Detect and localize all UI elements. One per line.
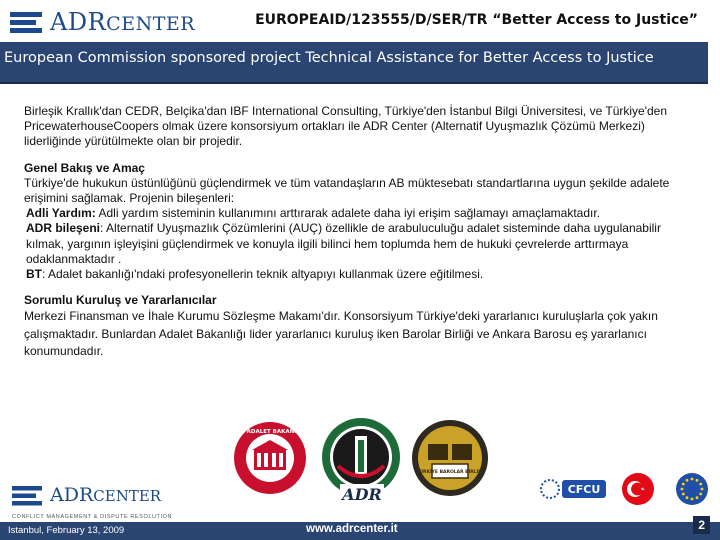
component-item <box>24 206 696 221</box>
component-label: ADR bileşeni <box>26 221 101 236</box>
project-reference: EUROPEAID/123555/D/SER/TR “Better Access to Justice” <box>255 12 698 28</box>
banner-title: European Commission sponsored project Technical Assistance for Better Access to Justice <box>4 50 654 66</box>
component-text: Adli yardım sisteminin kullanımını arttırarak adalete daha iyi erişim sağlamayı amaçlamaktadır. <box>95 206 601 221</box>
component-item <box>24 267 696 282</box>
seal-1-label: T.C. ADALET BAKANLIĞI <box>233 429 307 435</box>
overview-text: Türkiye'de hukukun üstünlüğünü güçlendirmek ve tüm vatandaşların AB müktesebatı standartlarına uygun şekilde adalete erişimini sağlamak. Projenin bileşenleri: <box>24 175 670 206</box>
intro-paragraph: Birleşik Krallık'dan CEDR, Belçika'dan IBF International Consulting, Türkiye'den İstanbul Bilgi Üniversitesi, ve Türkiye'den PricewaterhouseCoopers olmak üzere konsorsiyum ortakları ile ADR Center (Alternatif Uyuşmazlık Çözümü Merkezi) liderliğinde yürütülmekte olan bir projedir. <box>24 104 668 149</box>
cfcu-logo <box>540 472 610 506</box>
component-label: Adli Yardım: <box>26 206 96 221</box>
ministry-of-justice-seal <box>232 420 308 496</box>
title-banner <box>0 42 708 84</box>
component-text: : Alternatif Uyuşmazlık Çözümlerini (AUÇ) özellikle de arabuluculuğu adalet sisteminde daha uygulanabilir kılmak, yargının işleyişini güçlendirmek ve konuyla ilgili bilinci hem toplumda hem de hukuki çevrelerde arttırmaya odaklanmaktadır . <box>26 221 661 266</box>
overview-section <box>24 161 696 283</box>
overview-heading: Genel Bakış ve Amaç <box>24 160 145 175</box>
turkey-flag-icon <box>618 472 658 506</box>
footer-tagline: CONFLICT MANAGEMENT & DISPUTE RESOLUTION <box>12 514 173 520</box>
responsible-text: Merkezi Finansman ve İhale Kurumu Sözleşme Makamı'dır. Konsorsiyum Türkiye'deki yararlanıcı kuruluşlarla çok yakın çalışmaktadır. Bunlardan Adalet Bakanlığı lider yararlanıcı kuruluş iken Barolar Birliği ve Ankara Barosu eş yararlanıcı konumundadır. <box>24 309 658 359</box>
adr-small-text: ADR <box>342 485 382 504</box>
component-item <box>24 221 696 267</box>
seal-3-label: TÜRKİYE BAROLAR BİRLİĞİ <box>416 470 484 475</box>
component-label: BT <box>26 267 42 282</box>
turkish-bar-association-seal <box>410 418 490 498</box>
cfcu-label: CFCU <box>567 483 601 496</box>
component-text: : Adalet bakanlığı'ndaki profesyonellerin teknik altyapıyı kullanmak üzere eğitilmesi. <box>42 267 484 282</box>
responsible-section <box>24 293 696 361</box>
footer-logo <box>10 480 180 522</box>
adr-center-logo <box>8 6 196 40</box>
footer-brand: ADR <box>50 484 94 506</box>
logo-brand: ADR <box>50 8 107 36</box>
footer-url[interactable]: www.adrcenter.it <box>306 523 398 535</box>
footer-bar <box>0 518 720 540</box>
adr-logo-icon <box>8 8 46 38</box>
slide-content <box>24 104 696 361</box>
page-number: 2 <box>693 516 710 534</box>
footer-adr-icon <box>10 482 46 510</box>
footer-brand-suffix: CENTER <box>93 487 162 505</box>
adr-small-logo <box>340 484 384 504</box>
logo-suffix: CENTER <box>106 13 196 35</box>
footer-date: Istanbul, February 13, 2009 <box>8 525 125 536</box>
responsible-heading: Sorumlu Kuruluş ve Yararlanıcılar <box>24 293 217 308</box>
eu-flag-icon <box>672 472 712 506</box>
